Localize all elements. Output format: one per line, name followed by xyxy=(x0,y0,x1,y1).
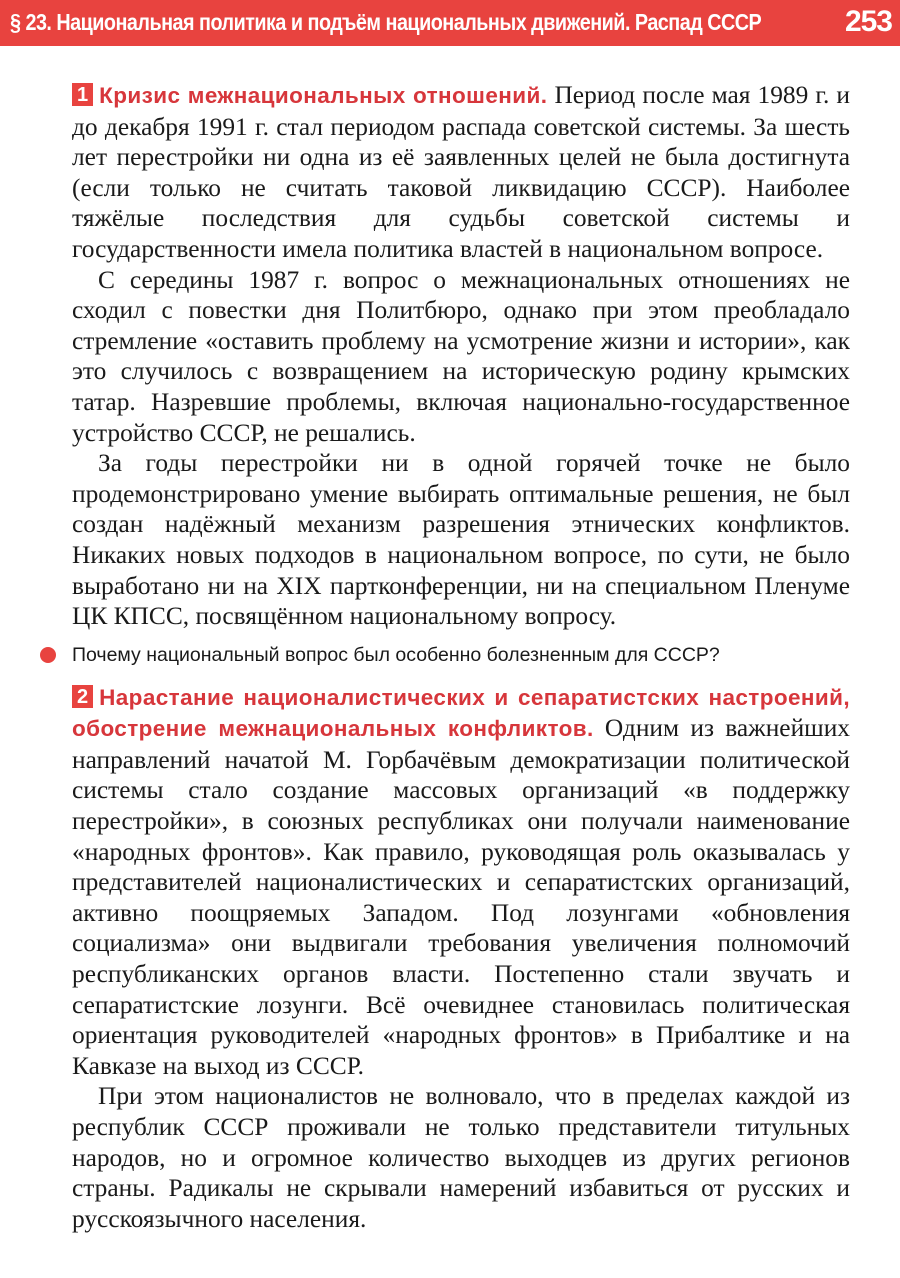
section-2-lead-text: Одним из важнейших направлений начатой М. Горбачёвым демократизации политической системы стало создание массовых организаций «в поддержку перестройки», в союзных республиках они получали наименование «народных фронтов». Как правило, руководящая роль оказывалась у представителей националистических и сепаратистских организаций, активно поощряемых Западом. Под лозунгами «обновления социализма» они выдвигали требования увеличения полномочий республиканских органов власти. Постепенно стали звучать и сепаратистские лозунги. Всё очевиднее становилась политическая ориентация руководителей «народных фронтов» в Прибалтике и на Кавказе на выход из СССР. xyxy=(72,714,850,1080)
section-2-title: Нарастание националистических и сепаратистских настроений, обострение межнациональных конфликтов. xyxy=(72,684,850,742)
section-1-lead-paragraph xyxy=(72,80,850,265)
section-1-number-badge: 1 xyxy=(72,83,93,106)
section-2-lead-paragraph xyxy=(72,682,850,1082)
section-1-paragraph-2: С середины 1987 г. вопрос о межнациональных отношениях не сходил с повестки дня Политбюро, однако при этом преобладало стремление «оставить проблему на усмотрение жизни и истории», как это случилось с возвращением на историческую родину крымских татар. Назревшие проблемы, включая национально-государственное устройство СССР, не решались. xyxy=(72,265,850,447)
page-number: 253 xyxy=(844,5,892,38)
section-1-title: Кризис межнациональных отношений. xyxy=(99,83,548,108)
page-header xyxy=(0,0,900,46)
section-2-number-badge: 2 xyxy=(72,685,93,708)
chapter-title: § 23. Национальная политика и подъём национальных движений. Распад СССР xyxy=(10,9,762,35)
review-question xyxy=(40,642,850,668)
section-2-paragraph-2: При этом националистов не волновало, что в пределах каждой из республик СССР проживали не только представители титульных народов, но и огромное количество выходцев из других регионов страны. Радикалы не скрывали намерений избавиться от русских и русскоязычного населения. xyxy=(72,1082,850,1233)
page-content xyxy=(72,80,850,1234)
section-1-lead-text: Период после мая 1989 г. и до декабря 1991 г. стал периодом распада советской системы. За шесть лет перестройки ни одна из её заявленных целей не была достигнута (если только не считать таковой ликвидацию СССР). Наиболее тяжёлые последствия для судьбы советской системы и государственности имела политика властей в национальном вопросе. xyxy=(72,81,850,263)
review-question-text: Почему национальный вопрос был особенно болезненным для СССР? xyxy=(72,643,720,666)
red-bullet-icon xyxy=(40,647,56,663)
section-1-paragraph-3: За годы перестройки ни в одной горячей точке не было продемонстрировано умение выбирать оптимальные решения, не был создан надёжный механизм разрешения этнических конфликтов. Никаких новых подходов в национальном вопросе, по сути, не было выработано ни на XIX партконференции, ни на специальном Пленуме ЦК КПСС, посвящённом национальному вопросу. xyxy=(72,449,850,631)
